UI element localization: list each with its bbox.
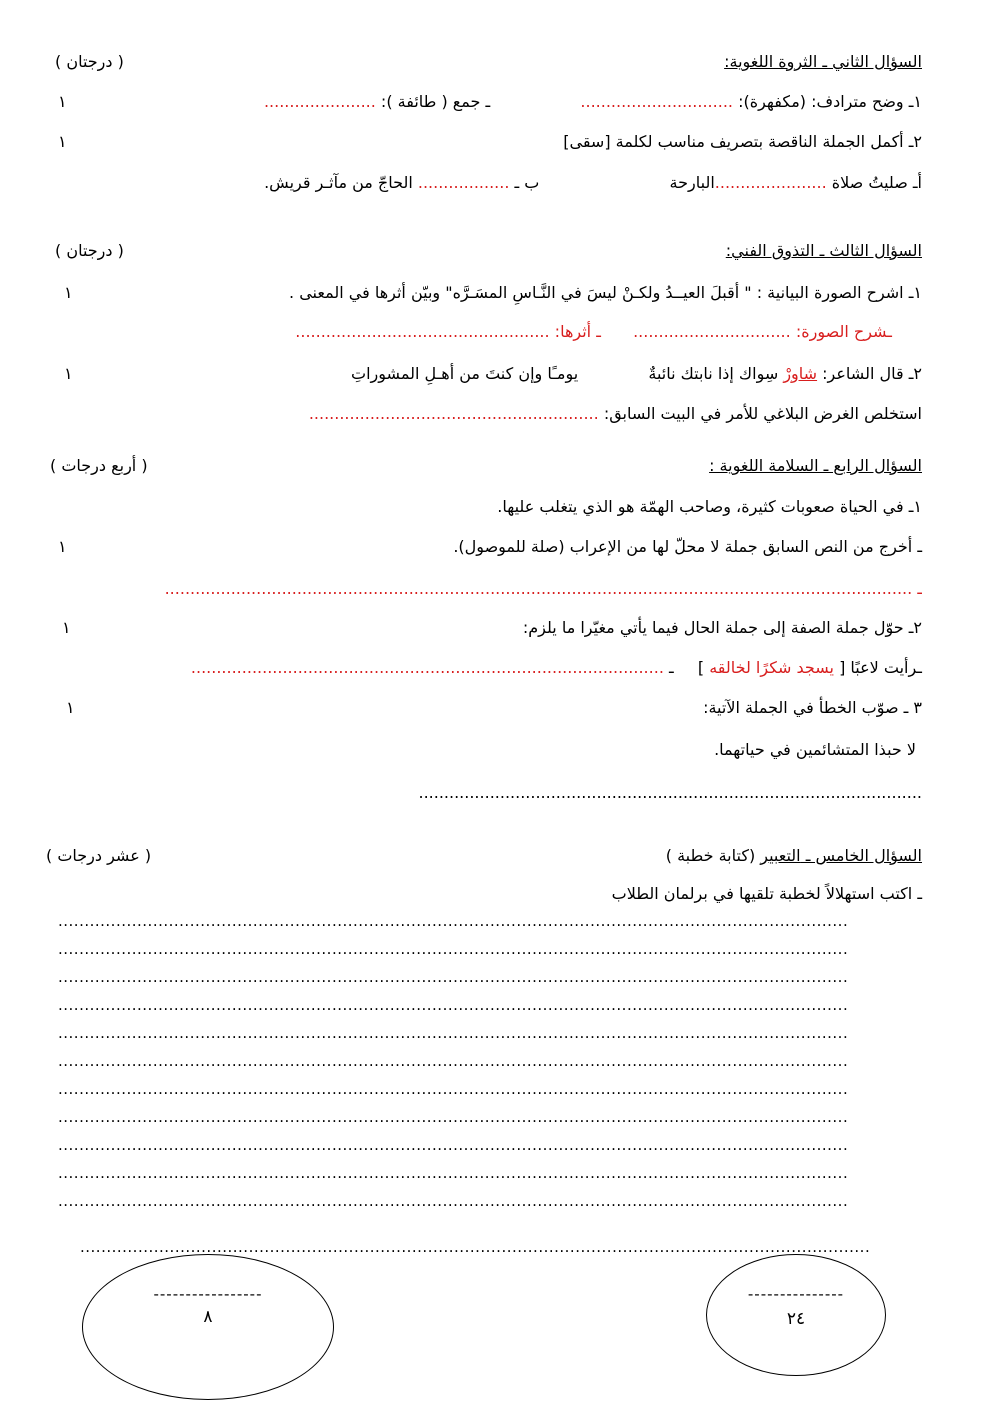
- q2-heading: السؤال الثاني ـ الثروة اللغوية:: [724, 52, 922, 71]
- score-right-dash: ---------------: [747, 1285, 845, 1303]
- q3-extract-blank[interactable]: .........................................................: [308, 404, 599, 423]
- q2-grade: ( درجتان ): [55, 52, 124, 71]
- q4-item3-mark: ١: [66, 698, 75, 717]
- q4-item3-sentence: لا حبذا المتشائمين في حياتهما.: [714, 740, 916, 759]
- q4-item2-sentence: [191, 658, 922, 678]
- q5-grade: ( عشر درجات ): [46, 846, 152, 865]
- q3-item2-hemistich1: سِواك إذا نابتك نائبةٌ: [648, 364, 779, 383]
- q4-item2-mark: ١: [62, 618, 71, 637]
- q4-item2-sentence-pre: ـرأيت لاعبًا [: [839, 658, 922, 677]
- q2-a-text: أـ صليتُ صلاة: [831, 173, 922, 192]
- q5-heading-post: (كتابة خطبة ): [665, 846, 761, 865]
- score-left-dash: -----------------: [153, 1285, 263, 1303]
- q3-item2: [351, 364, 922, 384]
- q4-item3-text: ٣ ـ صوّب الخطأ في الجملة الآتية:: [703, 698, 922, 717]
- writing-line[interactable]: ......................................................................................................................................................: [58, 912, 849, 930]
- q2-item1-plural: ـ جمع ( طائفة ):: [380, 92, 491, 111]
- writing-line[interactable]: ......................................................................................................................................................: [58, 996, 849, 1014]
- q4-item2-blank[interactable]: .............................................................................................: [190, 658, 664, 677]
- q4-item2-sentence-red: يسجد شكرًا لخالقه: [709, 658, 834, 677]
- q3-heading: السؤال الثالث ـ التذوق الفني:: [725, 241, 922, 260]
- q3-item1-text: ١ـ اشرح الصورة البيانية : " أقبلَ العيــدُ ولكـنْ ليسَ في النَّـاسِ المسَـرَّه" وبيّن أثرها في المعنى .: [289, 283, 922, 302]
- q4-item2-text: ٢ـ حوّل جملة الصفة إلى جملة الحال فيما يأتي مغيّرا ما يلزم:: [522, 618, 922, 637]
- q5-heading-pre: السؤال الخامس ـ: [800, 846, 922, 865]
- q5-instruction: ـ اكتب استهلالاً لخطبة تلقيها في برلمان الطلاب: [611, 884, 922, 903]
- writing-line[interactable]: ......................................................................................................................................................: [58, 1136, 849, 1154]
- q3-item2-prefix: ٢ـ قال الشاعر:: [822, 364, 922, 383]
- q5-heading-u: التعبير: [760, 846, 801, 865]
- score-oval-left: [82, 1254, 334, 1400]
- q3-item1-mark: ١: [64, 283, 73, 302]
- writing-line[interactable]: ......................................................................................................................................................: [58, 1192, 849, 1210]
- q3-explain-blank[interactable]: ...............................: [633, 322, 791, 341]
- writing-line[interactable]: ......................................................................................................................................................: [58, 1164, 849, 1182]
- writing-line[interactable]: ......................................................................................................................................................: [58, 1052, 849, 1070]
- q2-item1-mark: ١: [58, 92, 67, 111]
- score-oval-right: [706, 1254, 886, 1376]
- q4-grade: ( أربع درجات ): [50, 456, 148, 475]
- q4-item2-dash: ـ: [669, 658, 674, 677]
- q4-item3-blank[interactable]: ...................................................................................................: [418, 783, 922, 802]
- q3-effect-label: ـ أثرها:: [554, 322, 601, 341]
- q3-item2-hemistich2: يومـًا وإن كنتَ من أهـلِ المشوراتِ: [351, 364, 579, 383]
- score-right-value: ٢٤: [786, 1309, 806, 1329]
- score-left-value: ٨: [203, 1307, 213, 1327]
- q2-item2-mark: ١: [58, 132, 67, 151]
- q4-item1-sub: ـ أخرج من النص السابق جملة لا محلّ لها من الإعراب (صلة للموصول).: [453, 537, 922, 556]
- writing-line[interactable]: ......................................................................................................................................................: [58, 968, 849, 986]
- q3-extract-text: استخلص الغرض البلاغي للأمر في البيت السابق:: [603, 404, 922, 423]
- writing-line[interactable]: ......................................................................................................................................................: [58, 1108, 849, 1126]
- q4-item1-text: ١ـ في الحياة صعوبات كثيرة، وصاحب الهمّة هو الذي يتغلب عليها.: [497, 497, 922, 516]
- q2-a-blank[interactable]: ......................: [714, 173, 827, 192]
- q2-item1: [264, 92, 922, 112]
- writing-line[interactable]: ......................................................................................................................................................: [58, 1080, 849, 1098]
- q2-b-label: ب ـ: [514, 173, 540, 192]
- q2-b-end: الحاجّ من مآثـر قريش.: [264, 173, 413, 192]
- q3-explain-label: ـشرح الصورة:: [795, 322, 892, 341]
- q2-a-end: البارحة: [669, 173, 715, 192]
- q3-explain: [295, 322, 892, 342]
- q2-item1-text: ١ـ وضح مترادف: (مكفهرة):: [738, 92, 922, 111]
- q2-item2-text: ٢ـ أكمل الجملة الناقصة بتصريف مناسب لكلمة [سقى]: [563, 132, 922, 151]
- q3-extract: [309, 404, 922, 424]
- q4-item2-sentence-post: ]: [697, 658, 705, 677]
- writing-line[interactable]: ......................................................................................................................................................: [58, 940, 849, 958]
- q2-item1-blank1[interactable]: ..............................: [580, 92, 733, 111]
- q3-effect-blank[interactable]: ..................................................: [295, 322, 550, 341]
- q4-heading: السؤال الرابع ـ السلامة اللغوية :: [709, 456, 922, 475]
- q4-item1-answer[interactable]: ـ ...................................................................................................................................................: [164, 579, 922, 598]
- q3-item2-mark: ١: [64, 364, 73, 383]
- q4-item1-mark: ١: [58, 537, 67, 556]
- q3-item2-word: شاورْ: [783, 364, 818, 383]
- q2-item1-blank2[interactable]: ......................: [263, 92, 376, 111]
- q2-b-blank[interactable]: ..................: [417, 173, 510, 192]
- writing-line[interactable]: ......................................................................................................................................................: [80, 1238, 871, 1256]
- q2-item2-parts: [264, 173, 922, 193]
- writing-line[interactable]: ......................................................................................................................................................: [58, 1024, 849, 1042]
- q3-grade: ( درجتان ): [55, 241, 124, 260]
- q5-heading: [666, 846, 922, 866]
